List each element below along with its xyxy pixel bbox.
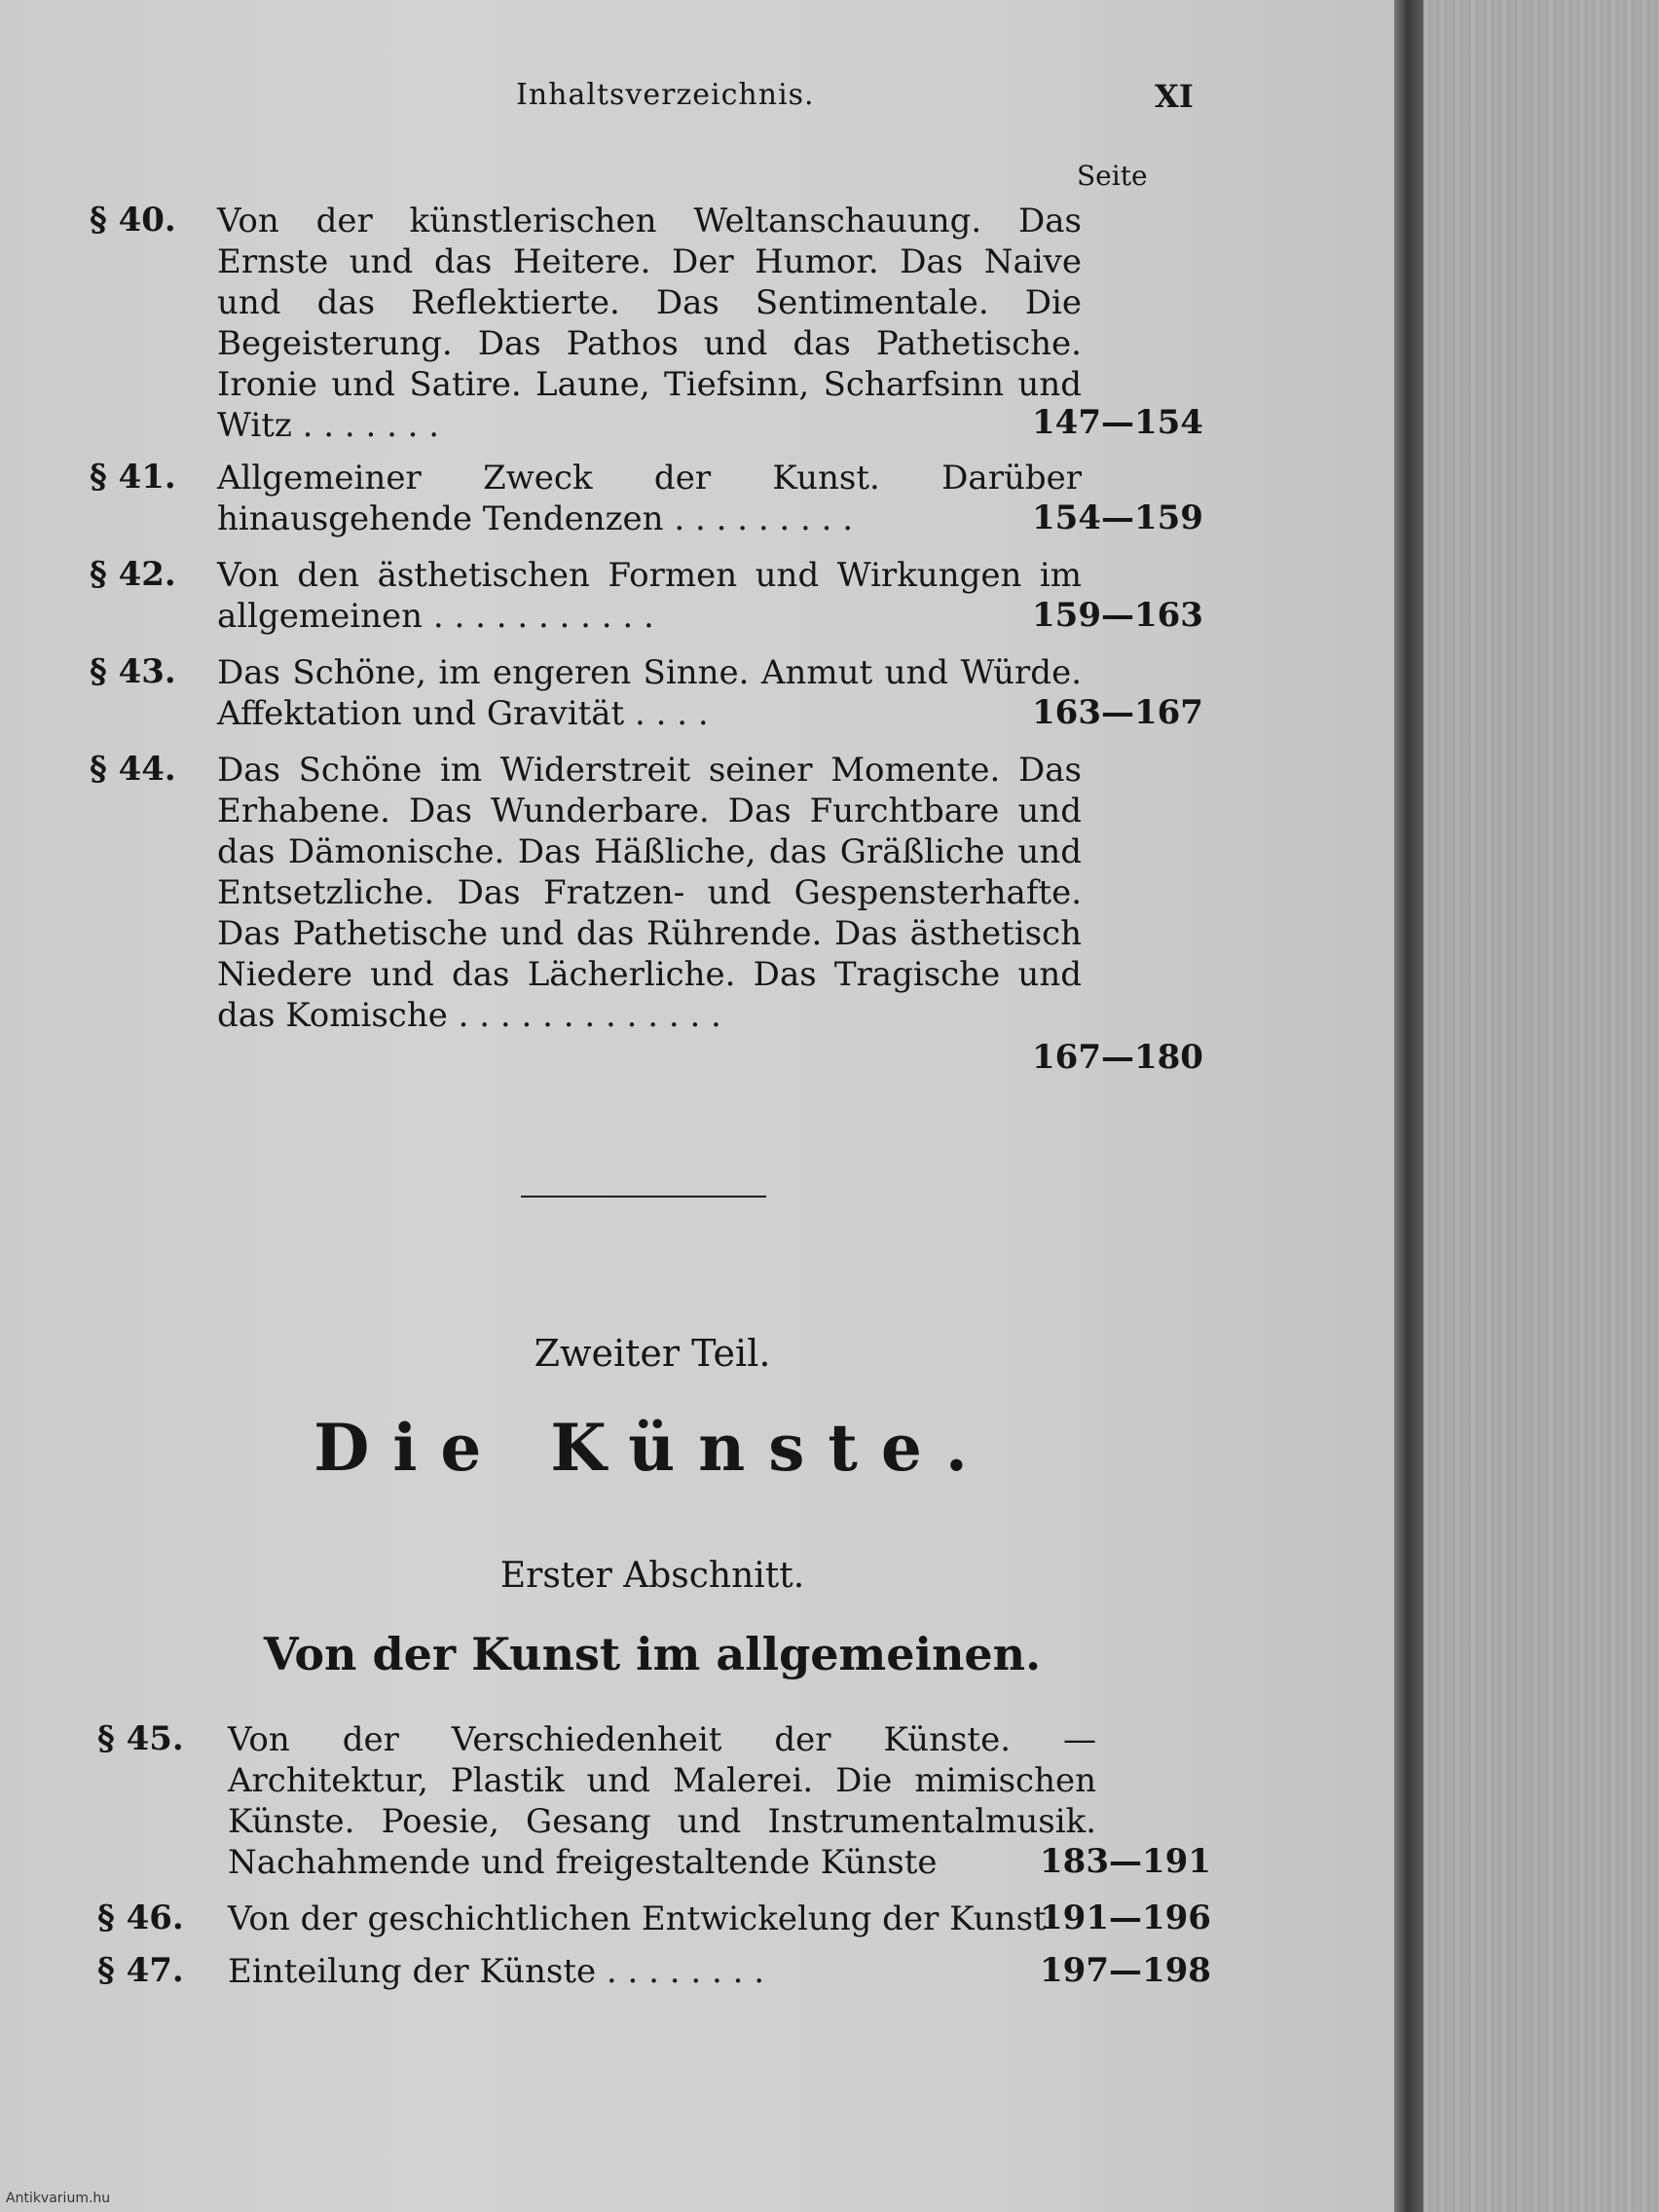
section-number: § 42. [90,555,176,594]
running-title: Inhaltsverzeichnis. [516,78,815,112]
section-number: § 43. [90,652,176,691]
page-range: 159—163 [1032,596,1203,635]
page-edge [1394,0,1423,2212]
watermark: Antikvarium.hu [6,2191,111,2206]
page-number: XI [1155,78,1194,115]
page-range: 167—180 [1032,1038,1203,1077]
part-label: Zweiter Teil. [534,1332,771,1375]
part-title: Die Künste. [313,1410,991,1486]
page-range: 183—191 [1040,1842,1211,1881]
entry-text: Einteilung der Künste . . . . . . . . [228,1952,765,1991]
entry-text: Das Schöne, im engeren Sinne. Anmut und Würde. Affektation und Gravität . . . . [217,653,1082,733]
section-number: § 40. [90,201,176,240]
section-divider [521,1196,766,1198]
section-number: § 44. [90,750,176,789]
page-range: 163—167 [1032,693,1203,732]
section-number: § 41. [90,458,176,497]
page-range: 191—196 [1040,1899,1211,1937]
page-range: 147—154 [1032,403,1203,442]
section-title: Von der Kunst im allgemeinen. [263,1628,1042,1680]
entry-text: Von der Verschiedenheit der Künste. — Architektur, Plastik und Malerei. Die mimischen Künste. Poesie, Gesang und Instrumentalmusik. Nachahmende und freigestaltende Künste [228,1720,1096,1882]
page-range: 154—159 [1032,498,1203,537]
section-label: Erster Abschnitt. [499,1556,805,1596]
entry-text: Von der künstlerischen Weltanschauung. Das Ernste und das Heitere. Der Humor. Das Naive und das Reflektierte. Das Sentimentale. Die Begeisterung. Das Pathos und das Pathetische. Ironie und Satire. Laune, Tiefsinn, Scharfsinn und Witz . . . . . . . [217,202,1082,445]
wooden-background [1423,0,1659,2212]
section-number: § 45. [97,1719,184,1758]
page-range: 197—198 [1040,1951,1211,1990]
section-number: § 46. [97,1899,184,1937]
section-number: § 47. [97,1951,184,1990]
page-column-label: Seite [1077,160,1148,192]
entry-text: Das Schöne im Widerstreit seiner Momente. Das Erhabene. Das Wunderbare. Das Furchtbare und das Dämonische. Das Häßliche, das Gräßliche und Entsetzliche. Das Fratzen- und Gespensterhafte. Das Pathetische und das Rührende. Das ästhetisch Niedere und das Lächerliche. Das Tragische und das Komische . . . . . . . . . . . . . [217,751,1082,1035]
entry-text: Von den ästhetischen Formen und Wirkungen im allgemeinen . . . . . . . . . . . [217,556,1082,636]
entry-text: Allgemeiner Zweck der Kunst. Darüber hinausgehende Tendenzen . . . . . . . . . [217,459,1082,538]
entry-text: Von der geschichtlichen Entwickelung der Kunst [228,1899,1047,1938]
